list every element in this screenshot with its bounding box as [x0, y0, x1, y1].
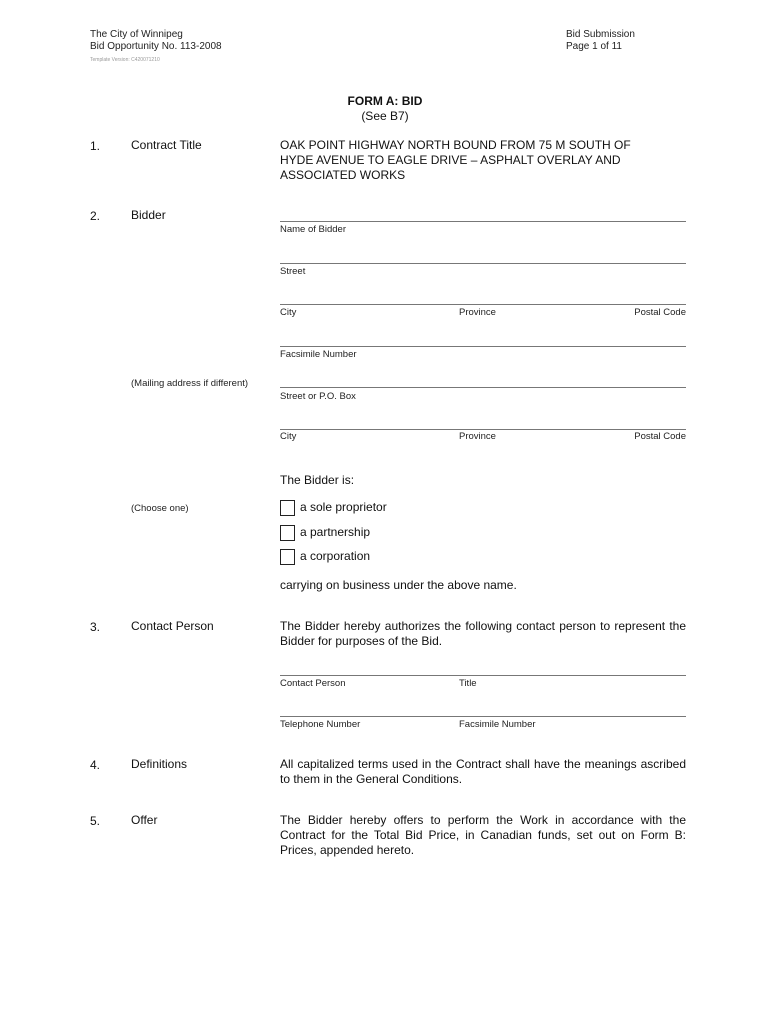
- header-city: The City of Winnipeg: [90, 29, 183, 40]
- definitions-text: All capitalized terms used in the Contract shall have the meanings ascribed to them in the General Conditions.: [280, 757, 686, 786]
- section-number-5: 5.: [90, 814, 101, 828]
- contact-facsimile-caption: Facsimile Number: [459, 719, 536, 730]
- partnership-checkbox[interactable]: [280, 525, 295, 541]
- sole-proprietor-label: a sole proprietor: [300, 500, 387, 514]
- name-of-bidder-caption: Name of Bidder: [280, 224, 347, 235]
- contract-title-line-1: OAK POINT HIGHWAY NORTH BOUND FROM 75 M SOUTH OF: [280, 138, 631, 152]
- bidder-is-text: The Bidder is:: [280, 473, 355, 487]
- offer-label: Offer: [131, 813, 158, 827]
- street-caption: Street: [280, 266, 306, 277]
- bidder-label: Bidder: [131, 208, 166, 222]
- telephone-facsimile-field[interactable]: [280, 716, 686, 717]
- city-province-postal-field[interactable]: [280, 304, 686, 305]
- street-field[interactable]: [280, 263, 686, 264]
- sole-proprietor-checkbox[interactable]: [280, 500, 295, 516]
- offer-text: The Bidder hereby offers to perform the Work in accordance with the Contract for the Total Bid Price, in Canadian funds, set out on Form B: Prices, appended hereto.: [280, 813, 686, 857]
- header-page-number: Page 1 of 11: [566, 41, 622, 52]
- mailing-postal-code-caption: Postal Code: [634, 431, 686, 442]
- definitions-label: Definitions: [131, 757, 188, 771]
- street-po-box-caption: Street or P.O. Box: [280, 391, 356, 402]
- mailing-province-caption: Province: [459, 431, 496, 442]
- street-po-box-field[interactable]: [280, 387, 686, 388]
- section-number-4: 4.: [90, 758, 101, 772]
- mailing-city-caption: City: [280, 431, 297, 442]
- contract-title-label: Contract Title: [131, 138, 202, 152]
- contract-title-line-2: HYDE AVENUE TO EAGLE DRIVE – ASPHALT OVERLAY AND: [280, 153, 621, 167]
- corporation-checkbox[interactable]: [280, 549, 295, 565]
- contact-person-title-field[interactable]: [280, 675, 686, 676]
- form-title: FORM A: BID: [347, 94, 423, 108]
- contact-person-label: Contact Person: [131, 619, 214, 633]
- mailing-city-province-postal-field[interactable]: [280, 429, 686, 430]
- title-caption: Title: [459, 678, 477, 689]
- province-caption: Province: [459, 307, 496, 318]
- contact-person-text: The Bidder hereby authorizes the following contact person to represent the Bidder for purposes of the Bid.: [280, 619, 686, 648]
- corporation-label: a corporation: [300, 549, 371, 563]
- partnership-label: a partnership: [300, 525, 371, 539]
- postal-code-caption: Postal Code: [634, 307, 686, 318]
- choose-one-label: (Choose one): [131, 503, 189, 514]
- contract-title-line-3: ASSOCIATED WORKS: [280, 168, 406, 182]
- telephone-number-caption: Telephone Number: [280, 719, 361, 730]
- facsimile-caption: Facsimile Number: [280, 349, 357, 360]
- carrying-on-business-text: carrying on business under the above name.: [280, 578, 517, 592]
- section-number-2: 2.: [90, 209, 101, 223]
- template-version: Template Version: C420071210: [90, 57, 160, 63]
- mailing-address-label: (Mailing address if different): [131, 378, 249, 389]
- header-bid-opportunity: Bid Opportunity No. 113-2008: [90, 41, 222, 52]
- city-caption: City: [280, 307, 297, 318]
- header-bid-submission: Bid Submission: [566, 29, 635, 40]
- form-subtitle: (See B7): [361, 109, 409, 123]
- facsimile-field[interactable]: [280, 346, 686, 347]
- section-number-1: 1.: [90, 139, 101, 153]
- section-number-3: 3.: [90, 620, 101, 634]
- bidder-name-field[interactable]: [280, 221, 686, 222]
- contact-person-caption: Contact Person: [280, 678, 346, 689]
